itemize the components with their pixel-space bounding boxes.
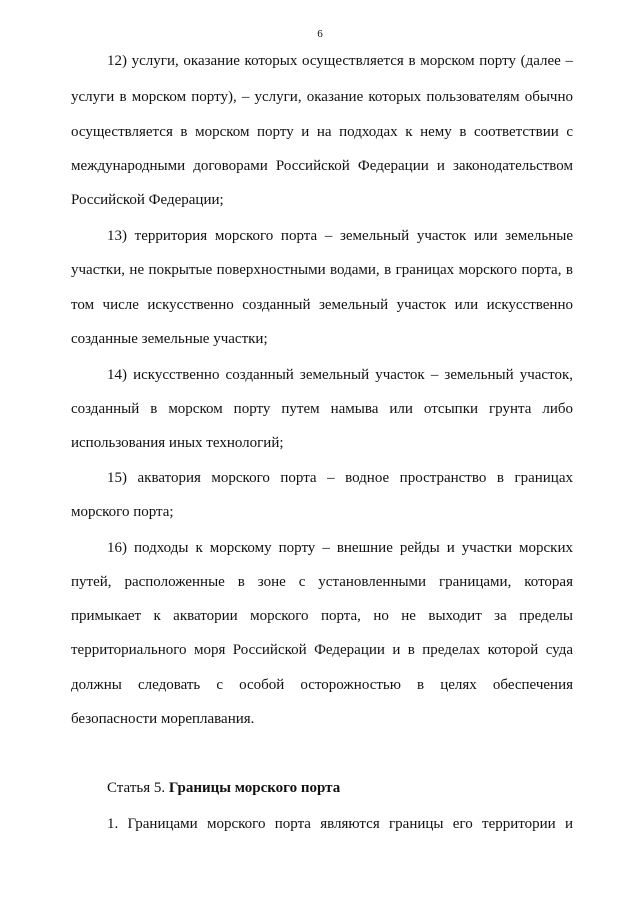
text-line: морского порта; [71, 504, 174, 520]
text-line: 16) подходы к морскому порту – внешние рейды и участки морских [107, 540, 573, 556]
text-line: примыкает к акватории морского порта, но не выходит за пределы [71, 608, 573, 624]
article-prefix: Статья 5. [107, 780, 169, 796]
text-line: осуществляется в морском порту и на подходах к нему в соответствии с [71, 124, 573, 140]
text-line: территориального моря Российской Федерации и в пределах которой суда [71, 642, 573, 658]
text-line: безопасности мореплавания. [71, 711, 255, 727]
article-title: Границы морского порта [168, 780, 341, 796]
text-line: использования иных технологий; [71, 435, 284, 451]
text-line: путей, расположенные в зоне с установленными границами, которая [71, 574, 573, 590]
text-line: 15) акватория морского порта – водное пространство в границах [107, 470, 573, 486]
text-line: международными договорами Российской Федерации и законодательством [71, 158, 573, 174]
page-number: 6 [317, 28, 323, 40]
text-line: услуги в морском порту), – услуги, оказание которых пользователям обычно [71, 89, 573, 105]
text-line: том числе искусственно созданный земельный участок или искусственно [71, 297, 573, 313]
text-line: 13) территория морского порта – земельный участок или земельные [107, 228, 573, 244]
text-line: Российской Федерации; [71, 192, 224, 208]
text-line: 14) искусственно созданный земельный участок – земельный участок, [107, 367, 573, 383]
text-line: созданные земельные участки; [71, 331, 268, 347]
text-line: 12) услуги, оказание которых осуществляется в морском порту (далее – [107, 53, 573, 69]
article-heading [107, 779, 340, 797]
text-line: участки, не покрытые поверхностными водами, в границах морского порта, в [71, 262, 573, 278]
text-line: должны следовать с особой осторожностью в целях обеспечения [71, 677, 573, 693]
text-line: созданный в морском порту путем намыва или отсыпки грунта либо [71, 401, 573, 417]
clause-1-line: 1. Границами морского порта являются границы его территории и [107, 816, 573, 832]
